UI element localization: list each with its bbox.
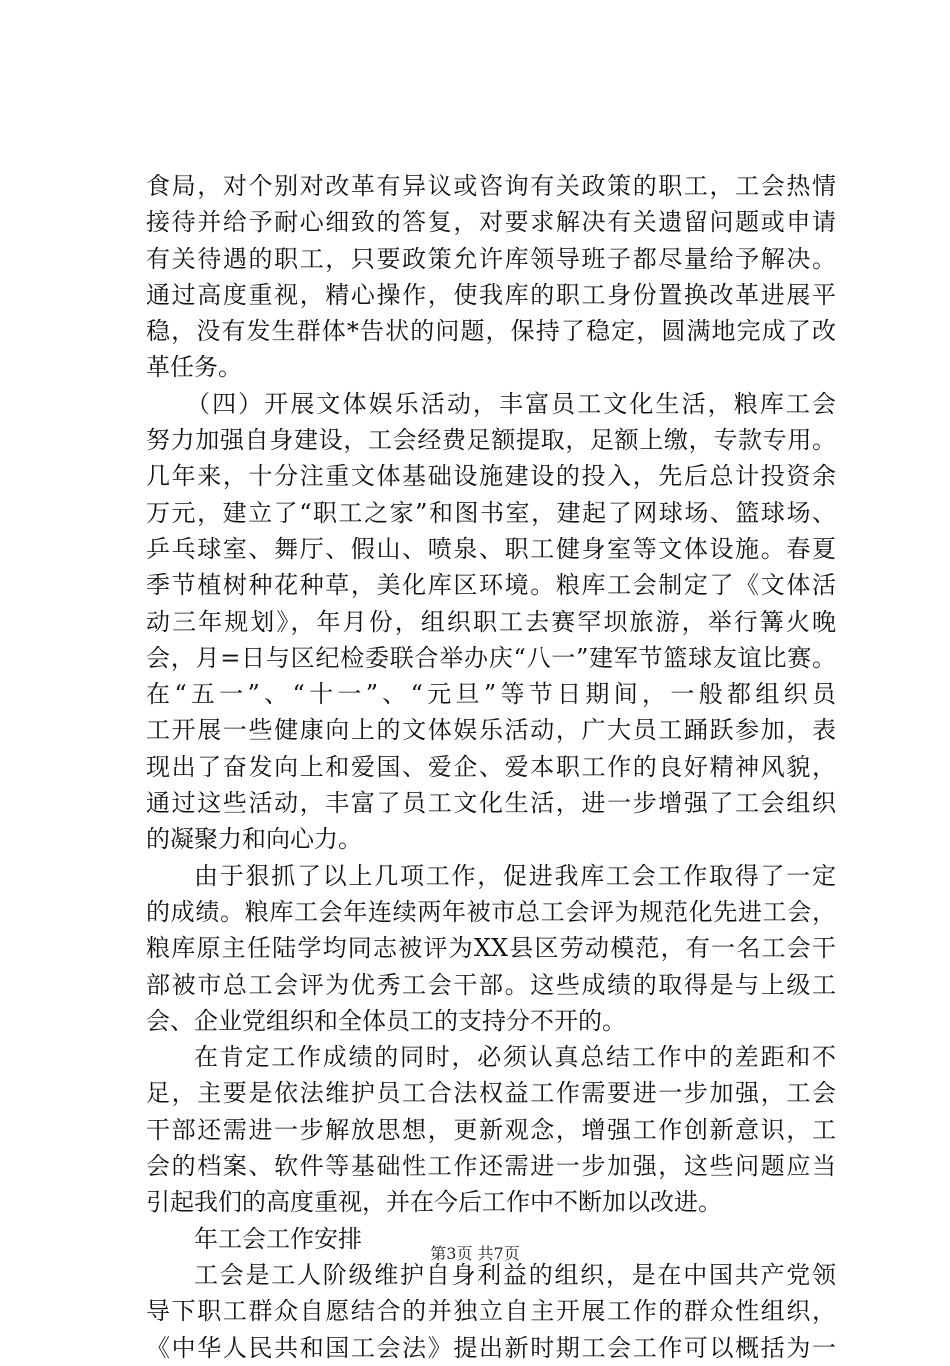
page-number-footer: 第3页 共7页 [430,1244,520,1263]
text-line: 有关待遇的职工，只要政策允许库领导班子都尽量给予解决。 [146,244,836,273]
text-line: 工开展一些健康向上的文体娱乐活动，广大员工踊跃参加，表 [146,716,836,745]
text-line: 导下职工群众自愿结合的并独立自主开展工作的群众性组织， [146,1297,836,1326]
text-line: 几年来，十分注重文体基础设施建设的投入，先后总计投资余 [146,462,836,491]
text-line: 现出了奋发向上和爱国、爱企、爱本职工作的良好精神风貌， [146,752,836,781]
text-line: 努力加强自身建设，工会经费足额提取，足额上缴，专款专用。 [146,426,836,455]
text-line: 的成绩。粮库工会年连续两年被市总工会评为规范化先进工会， [146,897,836,926]
text-line: 通过高度重视，精心操作，使我库的职工身份置换改革进展平 [146,280,836,309]
text-line: 《中华人民共和国工会法》提出新时期工会工作可以概括为一 [146,1333,836,1362]
text-line: 引起我们的高度重视，并在今后工作中不断加以改进。 [146,1188,722,1217]
text-line: 通过这些活动，丰富了员工文化生活，进一步增强了工会组织 [146,789,836,818]
text-line: 会，月=日与区纪检委联合举办庆“八一”建军节篮球友谊比赛。 [146,643,836,672]
text-line: 万元，建立了“职工之家”和图书室，建起了网球场、篮球场、 [146,498,836,527]
section-heading: 年工会工作安排 [194,1224,362,1253]
text-line: 季节植树种花种草，美化库区环境。粮库工会制定了《文体活 [146,571,836,600]
text-line: 稳，没有发生群体*告状的问题，保持了稳定，圆满地完成了改 [146,317,836,346]
text-line: 接待并给予耐心细致的答复，对要求解决有关遗留问题或申请 [146,208,836,237]
text-line: 乒乓球室、舞厅、假山、喷泉、职工健身室等文体设施。春夏 [146,534,836,563]
text-line: 干部还需进一步解放思想，更新观念，增强工作创新意识，工 [146,1115,836,1144]
text-line: 的凝聚力和向心力。 [146,825,362,854]
text-line: 食局，对个别对改革有异议或咨询有关政策的职工，工会热情 [146,172,836,200]
text-line: 由于狠抓了以上几项工作，促进我库工会工作取得了一定 [194,861,836,890]
text-line: 动三年规划》，年月份，组织职工去赛罕坝旅游，举行篝火晚 [146,607,836,636]
text-line: 在“五一”、“十一”、“元旦”等节日期间，一般都组织员 [146,680,836,709]
text-line: 粮库原主任陆学均同志被评为XX县区劳动模范，有一名工会干 [146,934,836,963]
text-line: 会的档案、软件等基础性工作还需进一步加强，这些问题应当 [146,1152,836,1181]
paragraph-heading: （四）开展文体娱乐活动，丰富员工文化生活，粮库工会 [186,389,836,418]
text-line: 工会是工人阶级维护自身利益的组织，是在中国共产党领 [194,1260,836,1289]
text-line: 革任务。 [146,353,242,382]
text-line: 会、企业党组织和全体员工的支持分不开的。 [146,1006,626,1035]
text-line: 部被市总工会评为优秀工会干部。这些成绩的取得是与上级工 [146,970,836,999]
text-line: 足，主要是依法维护员工合法权益工作需要进一步加强，工会 [146,1079,836,1108]
document-body [146,168,836,1366]
text-line: 在肯定工作成绩的同时，必须认真总结工作中的差距和不 [194,1043,836,1072]
